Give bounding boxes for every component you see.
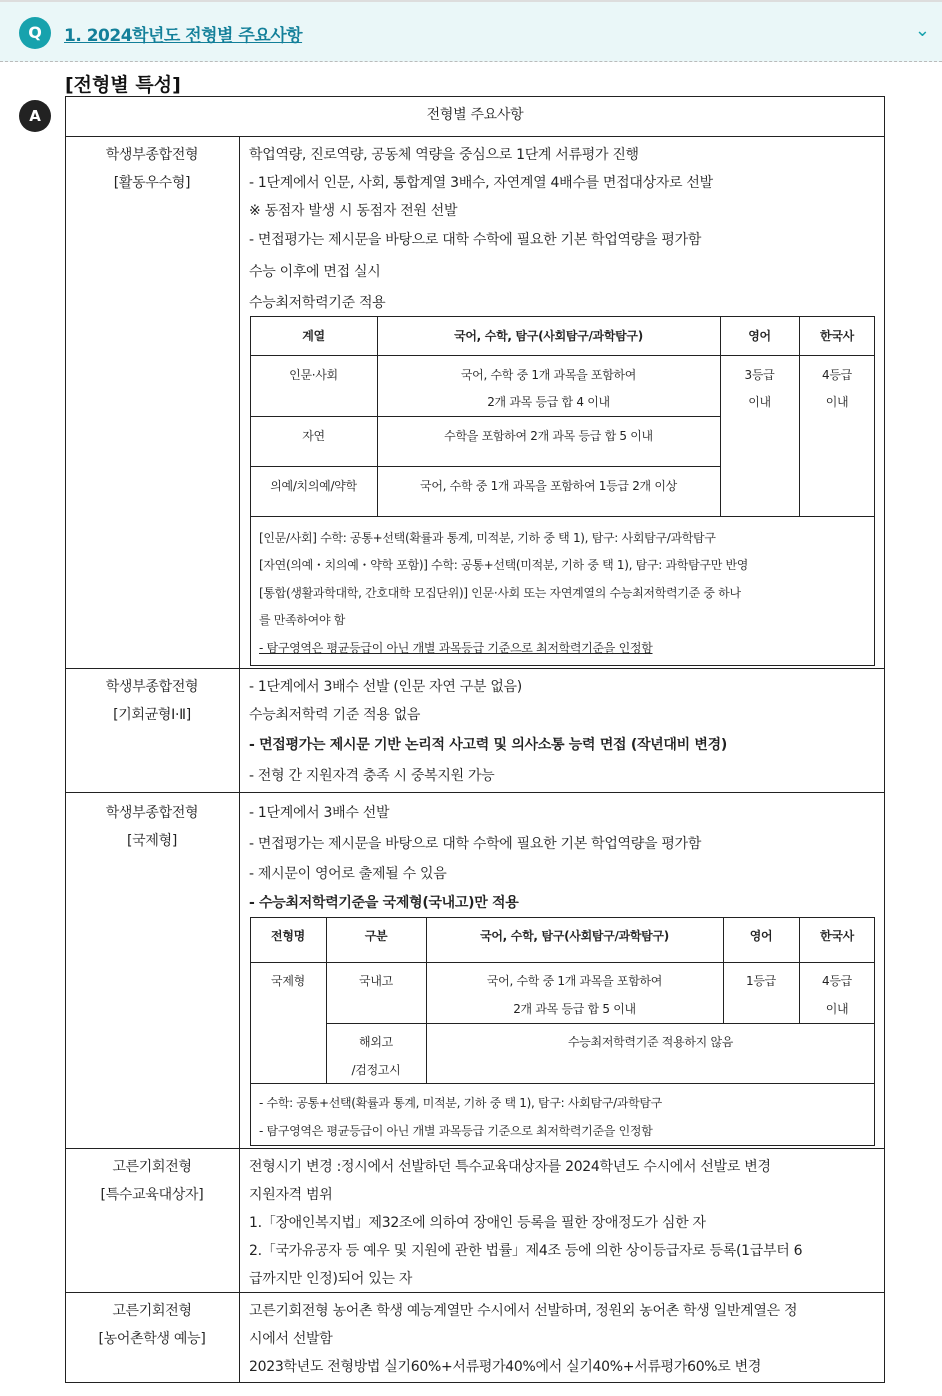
content-line: - 제시문이 영어로 출제될 수 있음 — [249, 866, 447, 882]
chevron-down-icon[interactable]: ⌄ — [914, 20, 930, 41]
column-header: 한국사 — [820, 929, 854, 943]
content-line: 전형시기 변경 :정시에서 선발하던 특수교육대상자를 2024학년도 수시에서 선발로 변경 — [249, 1159, 771, 1175]
content-line: - 면접평가는 제시문을 바탕으로 대학 수학에 필요한 기본 학업역량을 평가함 — [249, 836, 702, 852]
content-line: 급까지만 인정)되어 있는 자 — [249, 1271, 413, 1287]
section-title: [전형별 특성] — [65, 74, 181, 96]
column-header: 구분 — [364, 929, 388, 943]
note-line: [자연(의예・치의예・약학 포함)] 수학: 공통+선택(미적분, 기하 중 택 1), 탐구: 과학탐구만 반영 — [259, 558, 749, 572]
cell: 2개 과목 등급 합 4 이내 — [487, 395, 610, 409]
row-label: 고른기회전형 — [112, 1303, 192, 1319]
cell: 이내 — [825, 1002, 849, 1016]
row-sublabel: [농어촌학생 예능] — [98, 1331, 206, 1347]
content-line: 지원자격 범위 — [249, 1187, 333, 1203]
column-header: 국어, 수학, 탐구(사회탐구/과학탐구) — [480, 929, 669, 943]
content-line: - 1단계에서 인문, 사회, 통합계열 3배수, 자연계열 4배수를 면접대상자로 선발 — [249, 175, 713, 191]
cell: /검정고시 — [351, 1063, 401, 1077]
question-title-link[interactable]: 1. 2024학년도 전형별 주요사항 — [64, 26, 303, 46]
column-header: 한국사 — [820, 329, 854, 343]
cell: 해외고 — [359, 1035, 393, 1049]
content-line: - 전형 간 지원자격 충족 시 중복지원 가능 — [249, 768, 495, 784]
content-line: 시에서 선발함 — [249, 1331, 333, 1347]
content-line: 수능최저학력 기준 적용 없음 — [249, 707, 421, 723]
note-line: - 탐구영역은 평균등급이 아닌 개별 과목등급 기준으로 최저학력기준을 인정함 — [259, 641, 653, 655]
cell: 1등급 — [746, 974, 776, 988]
column-header: 계열 — [302, 329, 325, 343]
cell: 인문·사회 — [289, 368, 338, 382]
content-line: 1.「장애인복지법」제32조에 의하여 장애인 등록을 필한 장애정도가 심한 자 — [249, 1215, 706, 1231]
column-header: 영어 — [749, 929, 773, 943]
cell: 4등급 — [822, 974, 852, 988]
content-line: - 면접평가는 제시문 기반 논리적 사고력 및 의사소통 능력 면접 (작년대비 변경) — [249, 737, 727, 753]
note-line: [인문/사회] 수학: 공통+선택(확률과 통계, 미적분, 기하 중 택 1), 탐구: 사회탐구/과학탐구 — [259, 531, 716, 545]
content-line: 수능 이후에 면접 실시 — [249, 264, 381, 280]
row-label: 학생부종합전형 — [105, 679, 199, 695]
cell: 3등급 — [744, 368, 775, 382]
content-line: 학업역량, 진로역량, 공동체 역량을 중심으로 1단계 서류평가 진행 — [249, 147, 639, 163]
content-line: - 1단계에서 3배수 선발 (인문 자연 구분 없음) — [249, 679, 522, 695]
content-line: - 수능최저학력기준을 국제형(국내고)만 적용 — [249, 895, 519, 911]
cell: 국어, 수학 중 1개 과목을 포함하여 1등급 2개 이상 — [420, 479, 677, 493]
cell: 자연 — [302, 429, 325, 443]
note-line: - 탐구영역은 평균등급이 아닌 개별 과목등급 기준으로 최저학력기준을 인정함 — [259, 1124, 653, 1138]
row-sublabel: [특수교육대상자] — [100, 1187, 204, 1203]
cell: 국어, 수학 중 1개 과목을 포함하여 — [486, 974, 663, 988]
table-header: 전형별 주요사항 — [426, 107, 524, 123]
note-line: [통합(생활과학대학, 간호대학 모집단위)] 인문·사회 또는 자연계열의 수능최저학력기준 중 하나 — [259, 586, 741, 600]
cell: 이내 — [748, 395, 771, 409]
row-sublabel: [국제형] — [127, 833, 177, 849]
column-header: 국어, 수학, 탐구(사회탐구/과학탐구) — [454, 329, 643, 343]
column-header: 영어 — [748, 329, 771, 343]
question-badge: Q — [19, 17, 51, 49]
row-label: 학생부종합전형 — [105, 147, 199, 163]
note-line: - 수학: 공통+선택(확률과 통계, 미적분, 기하 중 택 1), 탐구: 사회탐구/과학탐구 — [259, 1096, 662, 1110]
content-line: 2023학년도 전형방법 실기60%+서류평가40%에서 실기40%+서류평가60%로 변경 — [249, 1359, 762, 1375]
content-line: - 면접평가는 제시문을 바탕으로 대학 수학에 필요한 기본 학업역량을 평가함 — [249, 232, 702, 248]
cell: 의예/치의예/약학 — [270, 479, 357, 493]
international-score-table — [250, 917, 875, 1146]
row-label: 고른기회전형 — [112, 1159, 192, 1175]
cell: 이내 — [825, 395, 849, 409]
content-line: ※ 동점자 발생 시 동점자 전원 선발 — [249, 203, 458, 219]
question-header[interactable] — [0, 0, 942, 62]
cell: 국어, 수학 중 1개 과목을 포함하여 — [460, 368, 637, 382]
note-line: 를 만족하여야 함 — [259, 613, 346, 627]
cell: 수능최저학력기준 적용하지 않음 — [567, 1035, 734, 1049]
content-line: 2.「국가유공자 등 예우 및 지원에 관한 법률」제4조 등에 의한 상이등급자로 등록(1급부터 6 — [249, 1243, 803, 1259]
column-header: 전형명 — [271, 929, 305, 943]
row-sublabel: [활동우수형] — [113, 175, 191, 191]
content-line: 수능최저학력기준 적용 — [249, 295, 386, 311]
answer-badge: A — [19, 100, 51, 132]
row-label: 학생부종합전형 — [105, 805, 199, 821]
row-sublabel: [기회균형Ⅰ·Ⅱ] — [113, 707, 191, 723]
content-line: - 1단계에서 3배수 선발 — [249, 805, 390, 821]
content-line: 고른기회전형 농어촌 학생 예능계열만 수시에서 선발하며, 정원외 농어촌 학생 일반계열은 정 — [249, 1303, 798, 1319]
cell: 수학을 포함하여 2개 과목 등급 합 5 이내 — [444, 429, 653, 443]
cell: 국내고 — [359, 974, 393, 988]
cell: 2개 과목 등급 합 5 이내 — [513, 1002, 636, 1016]
cell: 국제형 — [271, 974, 305, 988]
cell: 4등급 — [822, 368, 852, 382]
